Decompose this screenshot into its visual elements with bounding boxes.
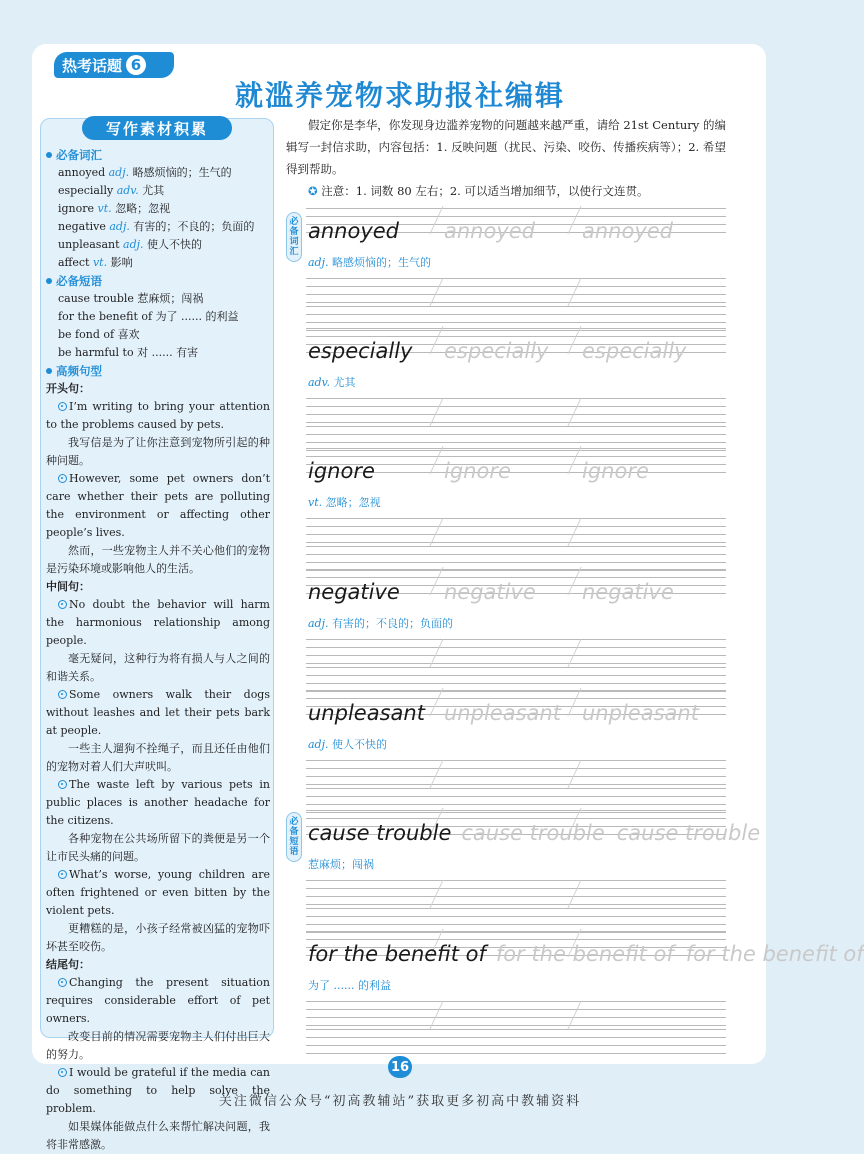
practice-meaning: [308, 254, 431, 270]
tracing-word: unpleasant: [582, 701, 699, 725]
topic-badge-label: 热考话题: [62, 56, 123, 75]
vocab-item: [46, 182, 270, 200]
practice-meaning: [308, 615, 453, 631]
writing-note-text: 注意：1. 词数 80 左右；2. 可以适当增加细节，以使行文连贯。: [321, 184, 649, 198]
practice-meaning-text: 略感烦恼的；生气的: [332, 256, 432, 269]
sentence-en: [46, 398, 270, 434]
sentence-zh: 我写信是为了让你注意到宠物所引起的种种问题。: [46, 436, 270, 467]
writing-prompt: 假定你是李华，你发现身边滥养宠物的问题越来越严重，请给 21st Century 的编辑写一封信求助，内容包括：1. 反映问题（扰民、污染、咬伤、传播疾病等）；2. 希望得到帮助。: [286, 118, 726, 176]
sentence-en-text: No doubt the behavior will harm the harmonious relationship among people.: [46, 598, 270, 647]
sentence-en-text: Some owners walk their dogs without leashes and let their pets bark at people.: [46, 688, 270, 737]
tracing-word: negative: [582, 580, 674, 604]
page-number: 16: [388, 1056, 412, 1078]
sentence-en-text: Changing the present situation requires considerable effort of pet owners.: [46, 976, 270, 1025]
vocab-section-title: 必备词汇: [56, 148, 102, 162]
page-title: 就滥养宠物求助报社编辑: [234, 79, 565, 112]
sentence-bullet-icon: [58, 978, 67, 987]
sentence-section-title: 高频句型: [56, 364, 102, 378]
topic-badge-number: 6: [126, 55, 146, 75]
writing-lines: [306, 306, 726, 330]
practice-meaning: [308, 736, 387, 752]
practice-block: [306, 220, 726, 330]
phrase-section-head: [46, 272, 270, 290]
practice-meaning-text: 有害的；不良的；负面的: [332, 617, 454, 630]
tracing-word: ignore: [444, 459, 511, 483]
sentence-en-text: I would be grateful if the media can do something to help solve the problem.: [46, 1066, 270, 1115]
practice-word: ignore: [308, 459, 375, 483]
writing-lines: [306, 518, 726, 542]
practice-block: [306, 702, 726, 812]
practice-word: unpleasant: [308, 701, 425, 725]
practice-meaning-text: 惹麻烦；闯祸: [308, 858, 374, 871]
vocab-list: [46, 164, 270, 272]
vocab-pos: vt.: [97, 202, 112, 215]
writing-lines: [306, 788, 726, 812]
sentence-bullet-icon: [58, 402, 67, 411]
vocab-word: annoyed: [58, 166, 106, 179]
sentence-group-label: 开头句：: [46, 382, 90, 395]
sentence-bullet-icon: [58, 690, 67, 699]
phrase-zh: 惹麻烦；闯祸: [137, 292, 204, 305]
practice-meaning-text: 忽略；忽视: [325, 496, 381, 509]
vocab-item: [46, 236, 270, 254]
tracing-word: cause trouble: [616, 821, 761, 845]
side-label-vocab: 必备词汇: [286, 212, 302, 262]
vocab-word: unpleasant: [58, 238, 120, 251]
sentence-bullet-icon: [58, 1068, 67, 1077]
vocab-meaning: 尤其: [142, 184, 165, 197]
practice-pos: adj.: [308, 256, 329, 269]
tracing-word: especially: [444, 339, 549, 363]
material-panel-title: 写作素材积累: [82, 116, 232, 140]
sentence-zh: 如果媒体能做点什么来帮忙解决问题，我将非常感激。: [46, 1120, 270, 1151]
writing-lines: [306, 667, 726, 691]
bullet-dot-icon: [46, 278, 52, 284]
practice-word: cause trouble: [308, 821, 452, 845]
bullet-dot-icon: [46, 368, 52, 374]
sentence-en: [46, 686, 270, 740]
vocab-word: ignore: [58, 202, 95, 215]
tracing-word: especially: [582, 339, 687, 363]
sentence-en: [46, 776, 270, 830]
practice-block: [306, 821, 761, 932]
sentence-bullet-icon: [58, 870, 67, 879]
sentence-en-text: However, some pet owners don’t care whether their pets are polluting the environment or affecting other people’s lives.: [46, 472, 270, 539]
phrase-en: for the benefit of: [58, 310, 153, 323]
phrase-list: [46, 290, 270, 362]
practice-meaning-text: 使人不快的: [332, 738, 388, 751]
tracing-word: for the benefit of: [495, 942, 674, 966]
vocab-pos: adj.: [108, 166, 130, 179]
phrase-section-title: 必备短语: [56, 274, 102, 288]
vocab-meaning: 有害的；不良的；负面的: [133, 220, 255, 233]
practice-meaning-text: 尤其: [333, 376, 356, 389]
sentence-zh: 更糟糕的是，小孩子经常被凶猛的宠物吓坏甚至咬伤。: [46, 922, 270, 953]
tracing-word: ignore: [582, 459, 649, 483]
material-panel-header: [40, 116, 274, 142]
phrase-item: [46, 308, 270, 326]
writing-lines: [306, 639, 726, 663]
practice-pos: adv.: [308, 376, 331, 389]
phrase-zh: 为了 ...... 的利益: [155, 310, 239, 323]
practice-word: negative: [308, 580, 400, 604]
sentence-bullet-icon: [58, 474, 67, 483]
practice-word: annoyed: [308, 219, 400, 243]
sentence-en-text: The waste left by various pets in public places is another headache for the citizens.: [46, 778, 270, 827]
tracing-word: annoyed: [444, 219, 536, 243]
sentence-zh: 然而，一些宠物主人并不关心他们的宠物是污染环境或影响他人的生活。: [46, 544, 270, 575]
phrase-en: cause trouble: [58, 292, 134, 305]
practice-meaning: [308, 977, 391, 993]
phrase-en: be fond of: [58, 328, 115, 341]
practice-block: [306, 460, 726, 570]
vocab-item: [46, 218, 270, 236]
writing-lines: [306, 546, 726, 570]
sentence-zh: 毫无疑问，这种行为将有损人与人之间的和谐关系。: [46, 652, 270, 683]
tracing-word: for the benefit of: [685, 942, 864, 966]
vocab-section-head: [46, 146, 270, 164]
sentence-zh: 各种宠物在公共场所留下的粪便是另一个让市民头痛的问题。: [46, 832, 270, 863]
writing-lines: [306, 760, 726, 784]
phrase-item: [46, 326, 270, 344]
vocab-pos: adv.: [116, 184, 139, 197]
vocab-pos: adj.: [123, 238, 144, 251]
tracing-word: cause trouble: [461, 821, 605, 845]
bullet-dot-icon: [46, 152, 52, 158]
sentence-en: [46, 470, 270, 542]
tracing-word: negative: [444, 580, 536, 604]
side-label-phrase: 必备短语: [286, 812, 302, 862]
practice-meaning: [308, 856, 374, 872]
practice-block: [306, 942, 864, 1053]
practice-meaning-text: 为了 ...... 的利益: [308, 979, 391, 992]
sentence-bullet-icon: [58, 600, 67, 609]
writing-lines: [306, 880, 726, 904]
vocab-meaning: 使人不快的: [147, 238, 203, 251]
vocab-meaning: 忽略；忽视: [115, 202, 171, 215]
vocab-word: especially: [58, 184, 114, 197]
sentence-bullet-icon: [58, 780, 67, 789]
phrase-zh: 对 ...... 有害: [137, 346, 199, 359]
writing-lines: [306, 426, 726, 450]
sentence-en-text: What’s worse, young children are often frightened or even bitten by the violent pets.: [46, 868, 270, 917]
vocab-meaning: 影响: [110, 256, 133, 269]
practice-meaning: [308, 374, 356, 390]
writing-lines: [306, 278, 726, 302]
vocab-meaning: 略感烦恼的；生气的: [132, 166, 232, 179]
tracing-word: annoyed: [582, 219, 674, 243]
vocab-word: affect: [58, 256, 90, 269]
vocab-item: [46, 164, 270, 182]
tracing-word: unpleasant: [444, 701, 561, 725]
sentence-group-label: 中间句：: [46, 580, 90, 593]
footer-note: 关注微信公众号“初高教辅站”获取更多初高中教辅资料: [218, 1094, 582, 1109]
sentence-en: [46, 596, 270, 650]
sentence-section-head: [46, 362, 270, 380]
sentence-en: [46, 866, 270, 920]
vocab-pos: adj.: [109, 220, 130, 233]
sentence-zh: 改变目前的情况需要宠物主人们付出巨大的努力。: [46, 1030, 270, 1061]
writing-lines: [306, 908, 726, 932]
sentence-group-label: 结尾句：: [46, 958, 90, 971]
writing-lines: [306, 1001, 726, 1025]
phrase-en: be harmful to: [58, 346, 134, 359]
writing-lines: [306, 1029, 726, 1053]
practice-meaning: [308, 494, 381, 510]
vocab-word: negative: [58, 220, 106, 233]
writing-note: [308, 180, 728, 202]
vocab-item: [46, 254, 270, 272]
practice-pos: adj.: [308, 738, 329, 751]
practice-pos: adj.: [308, 617, 329, 630]
vocab-item: [46, 200, 270, 218]
practice-block: [306, 340, 726, 450]
sentence-zh: 一些主人遛狗不拴绳子，而且还任由他们的宠物对着人们大声吠叫。: [46, 742, 270, 773]
phrase-zh: 喜欢: [117, 328, 140, 341]
material-content: [46, 146, 270, 1154]
writing-lines: [306, 398, 726, 422]
practice-block: [306, 581, 726, 691]
phrase-item: [46, 344, 270, 362]
vocab-pos: vt.: [92, 256, 108, 269]
practice-word: for the benefit of: [308, 942, 486, 966]
sentence-groups: [46, 380, 270, 1154]
practice-word: especially: [308, 339, 413, 363]
sentence-en: [46, 974, 270, 1028]
practice-pos: vt.: [308, 496, 323, 509]
note-icon: ✪: [308, 184, 318, 198]
phrase-item: [46, 290, 270, 308]
sentence-en-text: I’m writing to bring your attention to the problems caused by pets.: [46, 400, 270, 431]
